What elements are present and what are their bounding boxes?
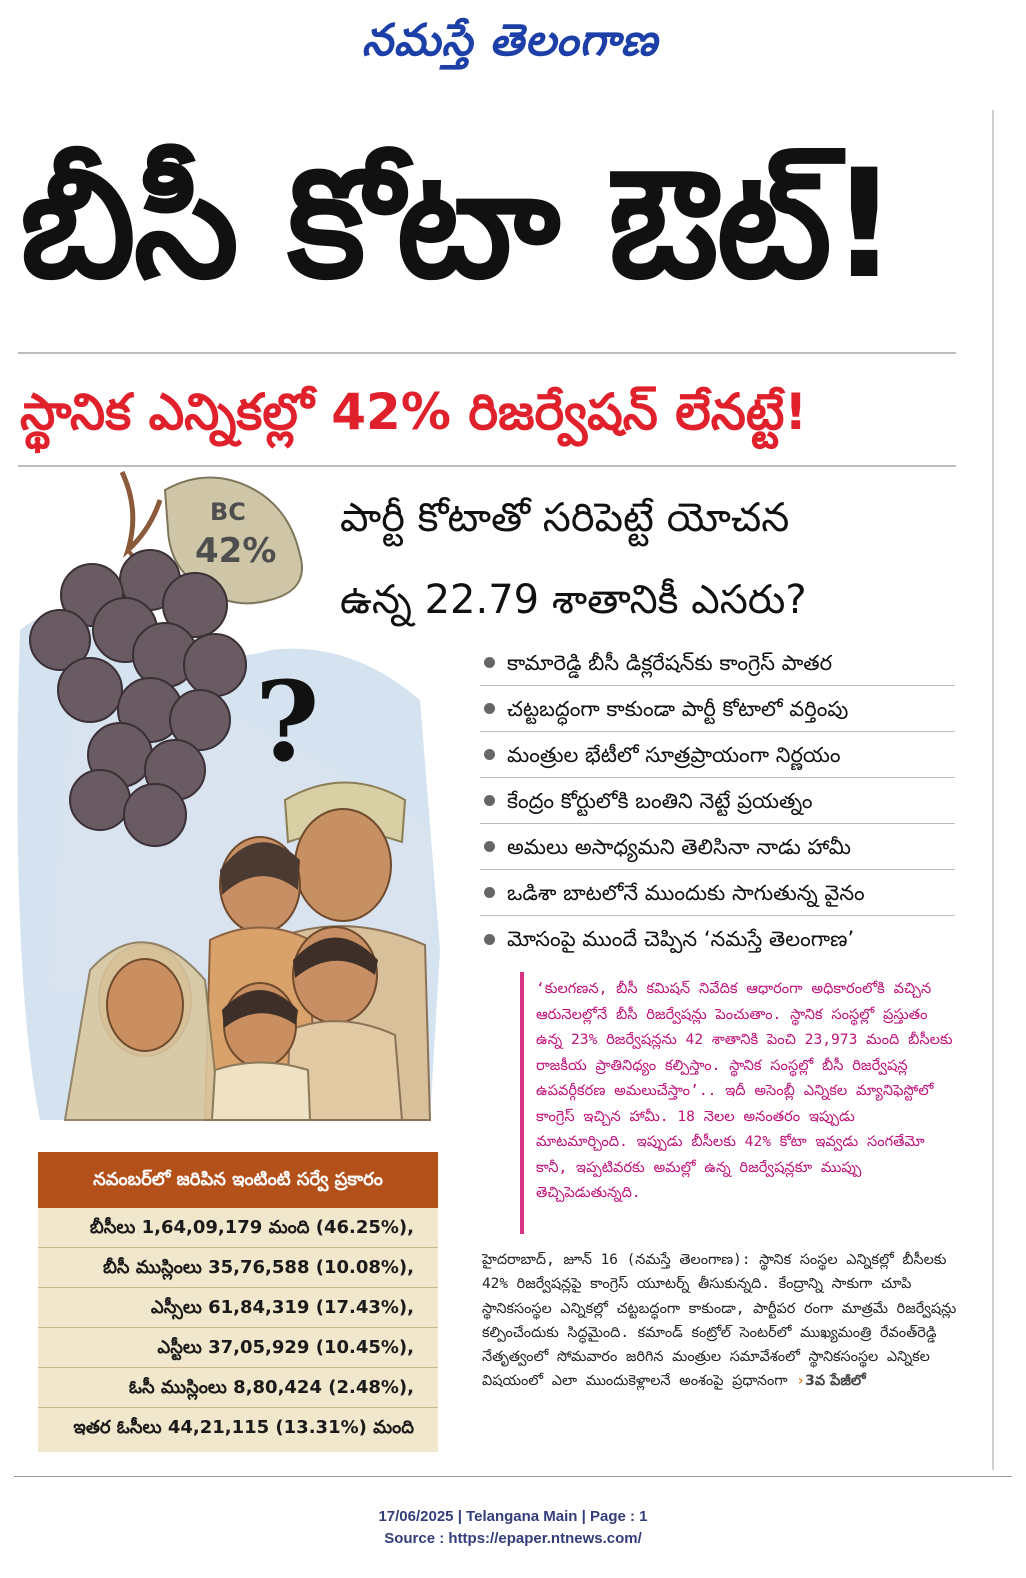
footer-edition-info: 17/06/2025 | Telangana Main | Page : 1 [378,1508,648,1525]
survey-header: నవంబర్‌లో జరిపిన ఇంటింటి సర్వే ప్రకారం [38,1152,438,1208]
survey-stats-box [38,1152,438,1452]
list-item [480,824,955,870]
bullet-icon [484,887,495,898]
list-item-text: కేంద్రం కోర్టులోకి బంతిని నెట్టే ప్రయత్నం [507,788,813,813]
list-item-text: మంత్రుల భేటీలో సూత్రప్రాయంగా నిర్ణయం [507,742,841,767]
continued-arrow-icon: › [796,1373,805,1390]
footer-source-link[interactable]: Source : https://epaper.ntnews.com/ [384,1530,642,1547]
survey-row: బీసీలు 1,64,09,179 మంది (46.25%), [38,1208,438,1248]
list-item [480,916,955,962]
list-item [480,778,955,824]
list-item [480,640,955,686]
list-item-text: ఒడిశా బాటలోనే ముందుకు సాగుతున్న వైనం [507,880,865,905]
survey-row: ఇతర ఓసీలు 44,21,115 (13.31%) మంది [73,1417,414,1438]
column-divider [992,110,994,1470]
bullet-icon [484,703,495,714]
headline-divider [18,352,956,354]
manifesto-quote-box [520,972,960,1234]
list-item-text: చట్టబద్ధంగా కాకుండా పార్టీ కోటాలో వర్తింపు [507,696,849,721]
bullet-icon [484,841,495,852]
leaf-label-percent: 42% [195,531,277,571]
footer-divider [14,1476,1012,1477]
article-body-text: హైదరాబాద్, జూన్ 16 (నమస్తే తెలంగాణ): స్థానిక సంస్థల ఎన్నికల్లో బీసీలకు 42% రిజర్వేషన్లపై కాంగ్రెస్ యూటర్న్ తీసుకున్నది. కేంద్రాన్ని సాకుగా చూపి స్థానికసంస్థల ఎన్నికల్లో చట్టబద్ధంగా కాకుండా, పార్టీపర రంగా మాత్రమే రిజర్వేషన్లు కల్పించేందుకు సిద్ధమైంది. కమాండ్ కంట్రోల్ సెంటర్‌లో ముఖ్యమంత్రి రేవంత్‌రెడ్డి నేతృత్వంలో సోమవారం జరిగిన మంత్రుల సమావేశంలో స్థానికసంస్థల ఎన్నికల విషయంలో ఎలా ముందుకెళ్లాలనే అంశంపై ప్రధానంగా [482,1252,957,1390]
survey-row: ఎస్టీలు 37,05,929 (10.45%), [38,1328,438,1368]
bullet-icon [484,749,495,760]
bullet-icon [484,934,495,945]
sub-headline: స్థానిక ఎన్నికల్లో 42% రిజర్వేషన్ లేనట్టే! [20,383,808,441]
survey-row: ఓసీ ముస్లింలు 8,80,424 (2.48%), [38,1368,438,1408]
continued-on-page-link[interactable]: 3వ పేజీలో [804,1373,866,1390]
list-item-text: కామారెడ్డి బీసీ డిక్లరేషన్‌కు కాంగ్రెస్ పాతర [507,650,833,675]
survey-row: ఎస్సీలు 61,84,319 (17.43%), [38,1288,438,1328]
deck-line-1: పార్టీ కోటాతో సరిపెట్టే యోచన [340,495,790,541]
list-item [480,686,955,732]
bullet-icon [484,657,495,668]
bullet-icon [484,795,495,806]
highlights-list [480,640,955,962]
article-body [482,1248,962,1468]
survey-row: బీసీ ముస్లింలు 35,76,588 (10.08%), [38,1248,438,1288]
question-mark: ? [255,657,320,786]
list-item [480,870,955,916]
masthead-title: నమస్తే తెలంగాణ [361,15,659,66]
article-body-paragraph [482,1248,962,1394]
list-item-text: మోసంపై ముందే చెప్పిన ‘నమస్తే తెలంగాణ’ [507,927,855,951]
subhead-divider [18,465,956,467]
manifesto-quote-text: ‘కులగణన, బీసీ కమిషన్ నివేదిక ఆధారంగా అధికారంలోకి వచ్చిన ఆరునెలల్లోనే బీసీ రిజర్వేషన్లు పెంచుతాం. స్థానిక సంస్థల్లో ప్రస్తుతం ఉన్న 23% రిజర్వేషన్లను 42 శాతానికి పెంచి 23,973 మంది బీసీలకు రాజకీయ ప్రాతినిధ్యం కల్పిస్తాం. స్థానిక సంస్థల్లో బీసీ రిజర్వేషన్ల ఉపవర్గీకరణ అమలుచేస్తాం’.. ఇదీ అసెంబ్లీ ఎన్నికల మ్యానిఫెస్టోలో కాంగ్రెస్ ఇచ్చిన హామీ. 18 నెలల అనంతరం ఇప్పుడు మాటమార్చింది. ఇప్పుడు బీసీలకు 42% కోటా ఇవ్వడు సంగతేమో కానీ, ఇప్పటివరకు అమల్లో ఉన్న రిజర్వేషన్లకూ ముప్పు తెచ్చిపెడుతున్నది. [536,980,953,1201]
list-item-text: అమలు అసాధ్యమని తెలిసినా నాడు హామీ [507,834,851,859]
deck-line-2: ఉన్న 22.79 శాతానికీ ఎసరు? [340,577,807,623]
main-headline: బీసీ కోటా ఔట్! [20,138,897,312]
leaf-label-bc: BC [210,498,246,526]
list-item [480,732,955,778]
